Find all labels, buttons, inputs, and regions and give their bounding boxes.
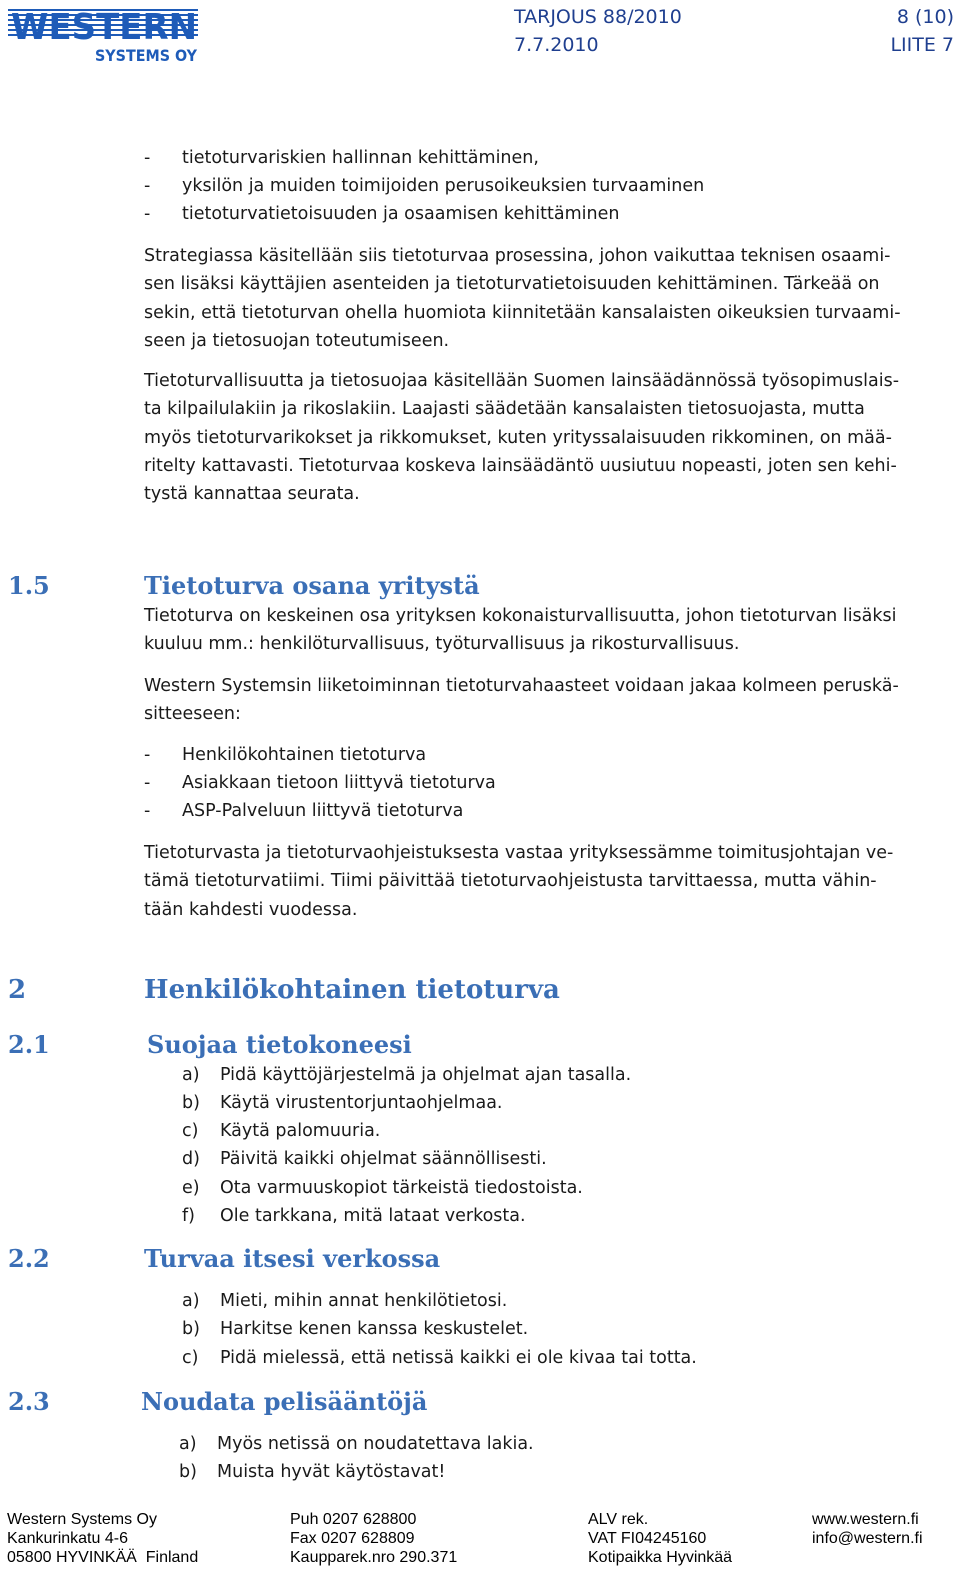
footer-company: Western Systems Oy Kankurinkatu 4-6 05800 HYVINKÄÄ Finland (7, 1511, 199, 1566)
list-item: c) Käytä palomuuria. (182, 1121, 381, 1141)
document-date: 7.7.2010 (514, 34, 599, 56)
section-number-2-3: 2.3 (8, 1387, 50, 1416)
document-reference: TARJOUS 88/2010 (514, 6, 682, 28)
logo-subtext: SYSTEMS OY (95, 46, 198, 64)
list-item: - Henkilökohtainen tietoturva (144, 745, 427, 765)
email-link[interactable]: info@western.fi (812, 1530, 923, 1547)
section-title-1-5: Tietoturva osana yritystä (144, 571, 480, 600)
list-item: - tietoturvariskien hallinnan kehittäminen, (144, 148, 539, 168)
paragraph-security-team: Tietoturvasta ja tietoturvaohjeistuksesta vastaa yrityksessämme toimitusjohtajan ve- tämä tietoturvatiimi. Tiimi päivittää tietoturvaohjeistusta tarvittaessa, mutta vähin- tään kahdesti vuodessa. (144, 843, 894, 920)
list-item: a) Pidä käyttöjärjestelmä ja ohjelmat ajan tasalla. (182, 1065, 632, 1085)
footer-phone: Puh 0207 628800 Fax 0207 628809 Kaupparek.nro 290.371 (290, 1511, 458, 1566)
paragraph-legislation: Tietoturvallisuutta ja tietosuojaa käsitellään Suomen lainsäädännössä työsopimuslais- ta kilpailulakiin ja rikoslakiin. Laajasti säädetään kansalaisten tietosuojasta, mutta myös tietoturvarikokset ja rikkomukset, kuten yrityssalaisuuden rikkominen, on mää- ritelty kattavasti. Tietoturvaa koskeva lainsäädäntö uusiutuu nopeasti, joten sen kehi- tystä kannattaa seurata. (144, 371, 900, 505)
list-item: c) Pidä mielessä, että netissä kaikki ei ole kivaa tai totta. (182, 1348, 697, 1368)
footer-web (812, 1510, 923, 1548)
list-item: e) Ota varmuuskopiot tärkeistä tiedostoista. (182, 1178, 583, 1198)
attachment-label: LIITE 7 (890, 34, 954, 56)
paragraph-security-part: Tietoturva on keskeinen osa yrityksen kokonaisturvallisuutta, johon tietoturvan lisäksi kuuluu mm.: henkilöturvallisuus, työturvallisuus ja rikosturvallisuus. (144, 606, 897, 655)
list-item: a) Mieti, mihin annat henkilötietosi. (182, 1291, 508, 1311)
list-item: a) Myös netissä on noudatettava lakia. (179, 1434, 534, 1454)
list-item: - tietoturvatietoisuuden ja osaamisen kehittäminen (144, 204, 620, 224)
list-item: - yksilön ja muiden toimijoiden perusoikeuksien turvaaminen (144, 176, 705, 196)
western-systems-logo (8, 4, 200, 64)
page-number: 8 (10) (896, 6, 954, 28)
section-title-2-2: Turvaa itsesi verkossa (144, 1244, 441, 1273)
website-link[interactable]: www.western.fi (812, 1511, 919, 1528)
section-title-2-1: Suojaa tietokoneesi (147, 1030, 412, 1059)
list-item: b) Muista hyvät käytöstavat! (179, 1462, 446, 1482)
paragraph-challenges: Western Systemsin liiketoiminnan tietoturvahaasteet voidaan jakaa kolmeen peruskä- sitteeseen: (144, 676, 899, 725)
footer-vat: ALV rek. VAT FI04245160 Kotipaikka Hyvinkää (588, 1511, 733, 1566)
list-item: b) Käytä virustentorjuntaohjelmaa. (182, 1093, 503, 1113)
list-item: d) Päivitä kaikki ohjelmat säännöllisesti. (182, 1149, 547, 1169)
section-number-2-2: 2.2 (8, 1244, 50, 1273)
section-title-2: Henkilökohtainen tietoturva (144, 975, 560, 1005)
logo-wordmark: WESTERN (11, 7, 197, 48)
list-item: f) Ole tarkkana, mitä lataat verkosta. (182, 1206, 526, 1226)
paragraph-strategy: Strategiassa käsitellään siis tietoturvaa prosessina, johon vaikuttaa teknisen osaami- sen lisäksi käyttäjien asenteiden ja tietoturvatietoisuuden kehittäminen. Tärkeää on sekin, että tietoturvan ohella huomiota kiinnitetään kansalaisten oikeuksien turvaami- seen ja tietosuojan toteutumiseen. (144, 246, 901, 351)
section-number-1-5: 1.5 (8, 571, 50, 600)
list-item: b) Harkitse kenen kanssa keskustelet. (182, 1319, 529, 1339)
section-number-2: 2 (8, 975, 27, 1005)
section-number-2-1: 2.1 (8, 1030, 50, 1059)
section-title-2-3: Noudata pelisääntöjä (141, 1387, 428, 1416)
list-item: - Asiakkaan tietoon liittyvä tietoturva (144, 773, 496, 793)
list-item: - ASP-Palveluun liittyvä tietoturva (144, 801, 464, 821)
